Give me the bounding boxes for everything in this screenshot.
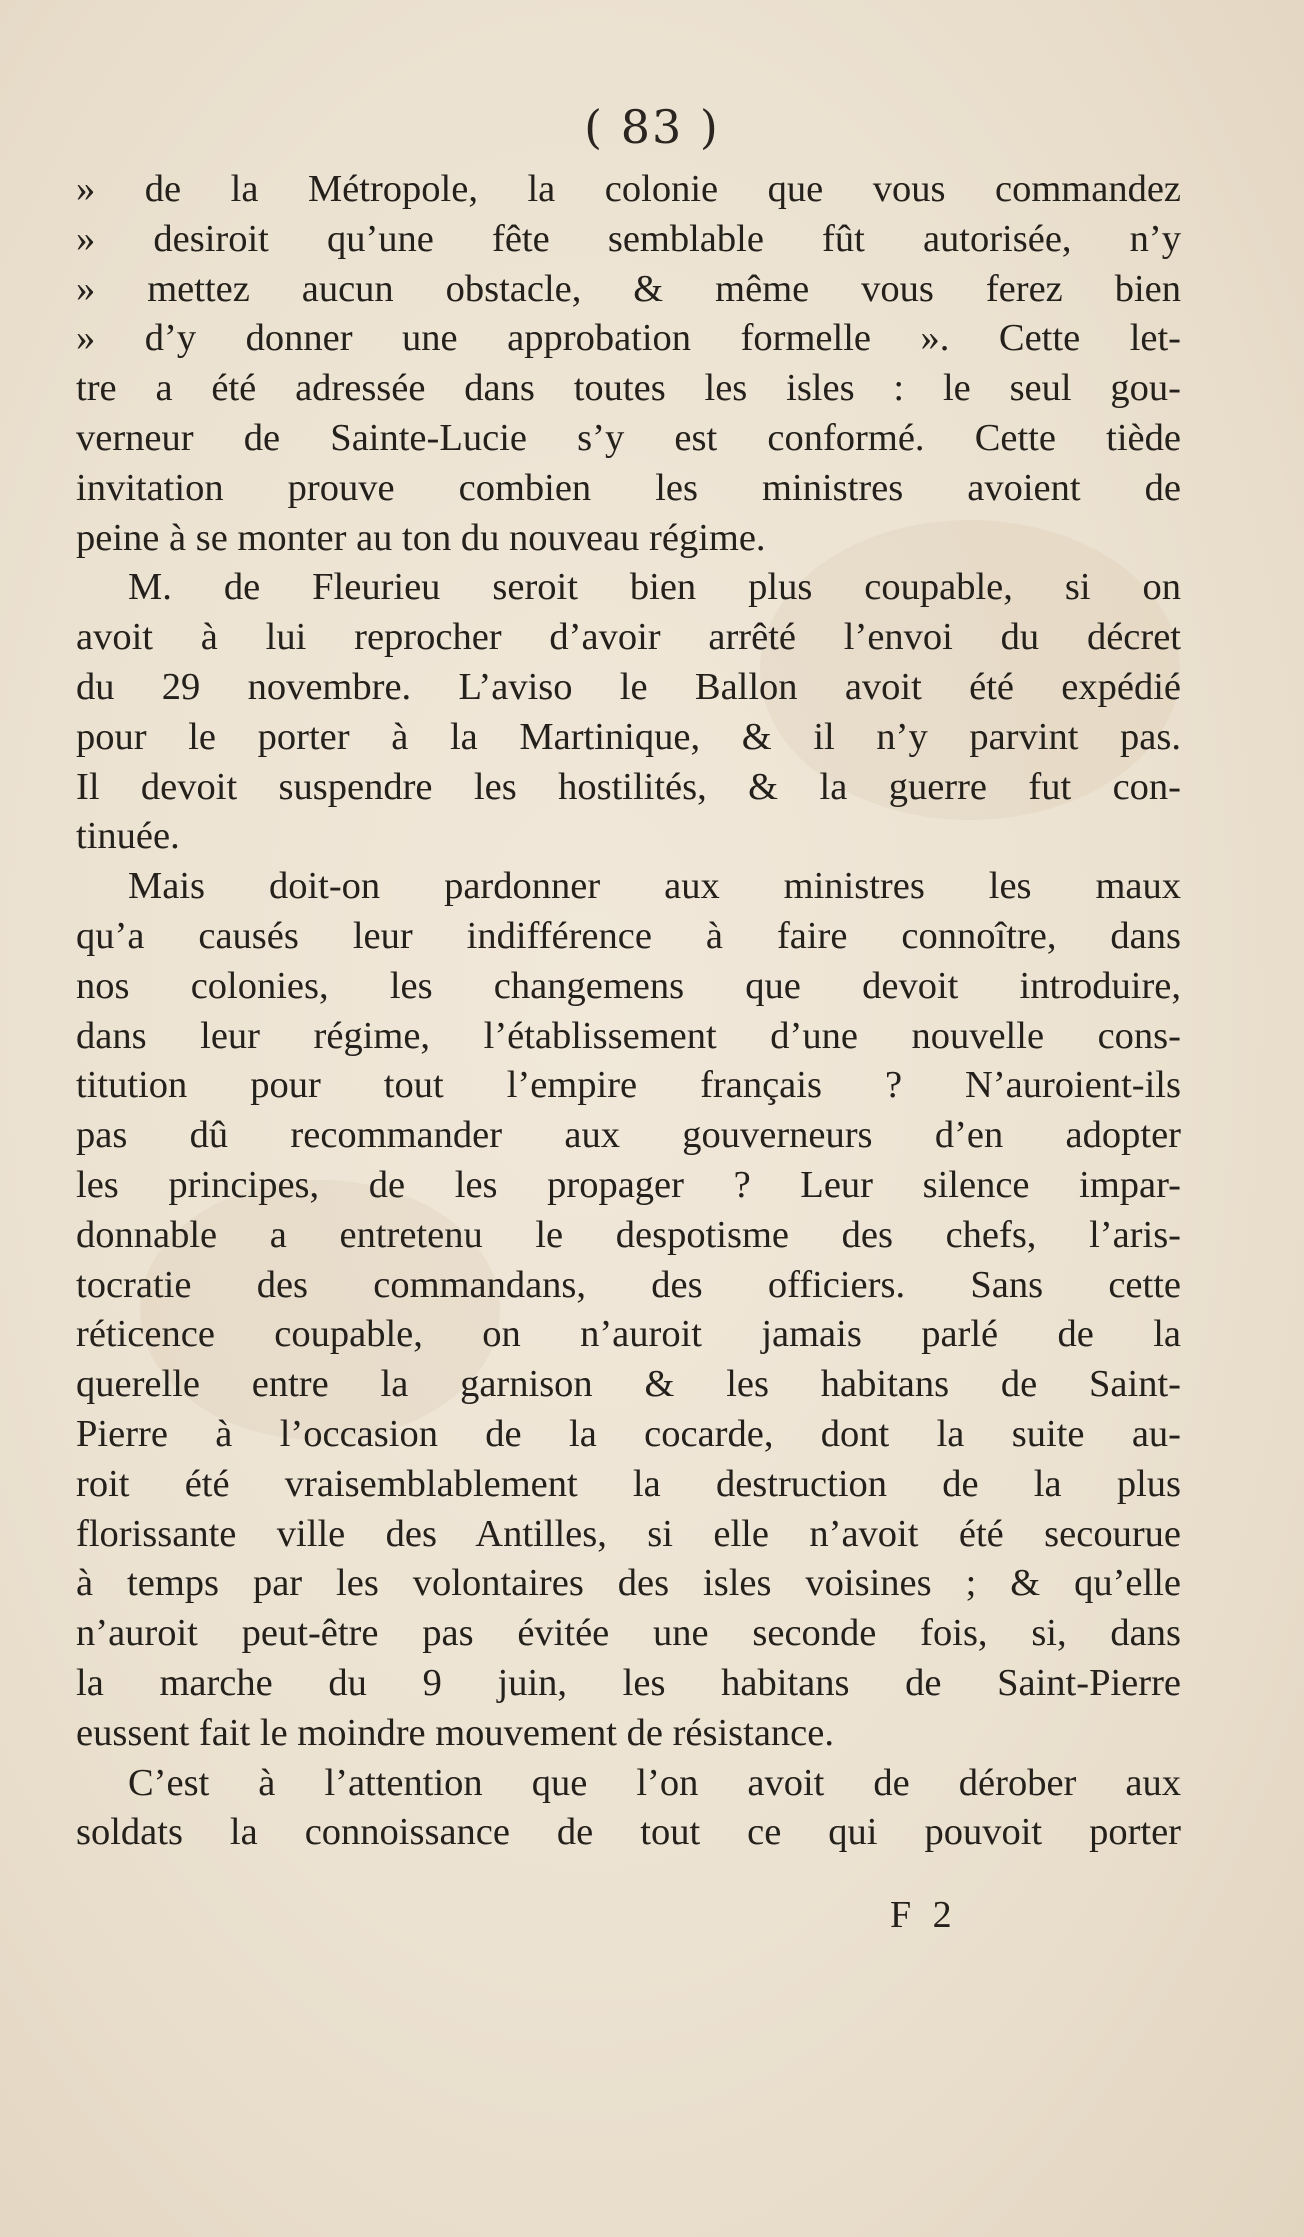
text-line: tocratie des commandans, des officiers. Sans cette [76,1263,1181,1306]
text-line: invitation prouve combien les ministres avoient de [76,466,1181,509]
text-line: tinuée. [76,815,180,858]
text-line: titution pour tout l’empire français ? N’auroient-ils [76,1064,1181,1107]
text-line: » d’y donner une approbation formelle ». Cette let- [76,317,1181,360]
text-line: soldats la connoissance de tout ce qui pouvoit porter [76,1811,1181,1854]
text-line: Mais doit-on pardonner aux ministres les maux [128,865,1181,908]
text-line: querelle entre la garnison & les habitans de Saint- [76,1363,1181,1406]
text-line: » desiroit qu’une fête semblable fût autorisée, n’y [76,217,1181,260]
text-line: donnable a entretenu le despotisme des chefs, l’aris- [76,1213,1181,1256]
text-line: qu’a causés leur indifférence à faire connoître, dans [76,914,1181,957]
text-line: peine à se monter au ton du nouveau régime. [76,516,766,559]
text-line: nos colonies, les changemens que devoit introduire, [76,964,1181,1007]
text-line: M. de Fleurieu seroit bien plus coupable, si on [128,566,1181,609]
text-line: n’auroit peut-être pas évitée une seconde fois, si, dans [76,1612,1181,1655]
text-line: dans leur régime, l’établissement d’une nouvelle cons- [76,1014,1181,1057]
text-line: du 29 novembre. L’aviso le Ballon avoit été expédié [76,665,1181,708]
text-line: la marche du 9 juin, les habitans de Saint-Pierre [76,1661,1181,1704]
text-line: tre a été adressée dans toutes les isles : le seul gou- [76,367,1181,410]
text-line: C’est à l’attention que l’on avoit de dérober aux [128,1761,1181,1804]
text-line: Pierre à l’occasion de la cocarde, dont la suite au- [76,1412,1181,1455]
text-line: avoit à lui reprocher d’avoir arrêté l’envoi du décret [76,616,1181,659]
text-line: » de la Métropole, la colonie que vous commandez [76,168,1181,210]
text-line: » mettez aucun obstacle, & même vous ferez bien [76,267,1181,310]
text-line: Il devoit suspendre les hostilités, & la guerre fut con- [76,765,1181,808]
signature-mark: F 2 [890,1894,958,1936]
text-line: florissante ville des Antilles, si elle n’avoit été secourue [76,1512,1181,1555]
text-line: verneur de Sainte-Lucie s’y est conformé. Cette tiède [76,416,1181,459]
text-line: eussent fait le moindre mouvement de résistance. [76,1711,834,1754]
text-line: roit été vraisemblablement la destruction de la plus [76,1462,1181,1505]
page-number: ( 83 ) [584,100,720,154]
text-line: réticence coupable, on n’auroit jamais parlé de la [76,1313,1181,1356]
text-line: pour le porter à la Martinique, & il n’y parvint pas. [76,715,1181,758]
text-line: pas dû recommander aux gouverneurs d’en adopter [76,1114,1181,1157]
text-line: à temps par les volontaires des isles voisines ; & qu’elle [76,1562,1181,1605]
body-text [76,165,1181,1858]
text-line: les principes, de les propager ? Leur silence impar- [76,1163,1181,1206]
